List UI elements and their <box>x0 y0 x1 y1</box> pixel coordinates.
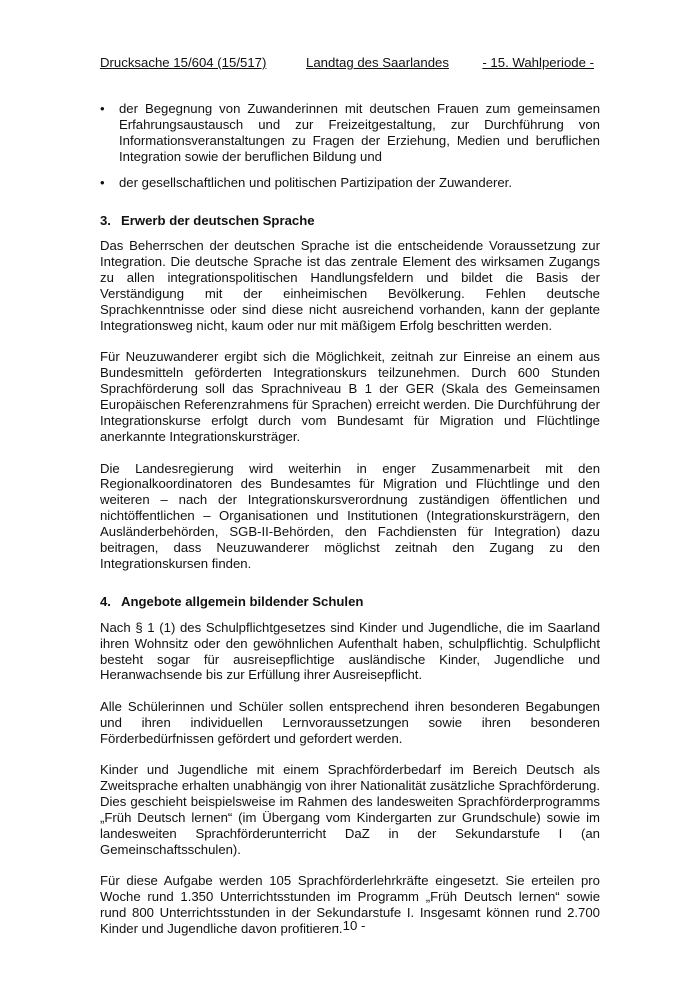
section-heading-3 <box>100 213 600 229</box>
section-title: Angebote allgemein bildender Schulen <box>121 593 364 609</box>
list-item-text: der Begegnung von Zuwanderinnen mit deutschen Frauen zum gemeinsamen Erfahrungsaustausch und zur Freizeitgestaltung, zur Durchführung von Informationsveranstaltungen zu Fragen der Erziehung, Medien und beruflichen Integration sowie der beruflichen Bildung und <box>119 101 600 164</box>
paragraph: Die Landesregierung wird weiterhin in enger Zusammenarbeit mit den Regionalkoordinatoren des Bundesamtes für Migration und Flüchtlinge und den weiteren – nach der Integrationskursverordnung zuständigen öffentlichen und nichtöffentlichen – Organisationen und Institutionen (Integrationskursträgern, den Ausländerbehörden, SGB-II-Behörden, den Fachdiensten für Integration) dazu beitragen, dass Neuzuwanderer möglichst zeitnah den Zugang zu den Integrationskursen finden. <box>100 460 600 571</box>
header-parliament: Landtag des Saarlandes <box>306 55 449 70</box>
header-period: - 15. Wahlperiode - <box>482 55 594 70</box>
paragraph: Nach § 1 (1) des Schulpflichtgesetzes sind Kinder und Jugendliche, die im Saarland ihren Wohnsitz oder den gewöhnlichen Aufenthalt haben, schulpflichtig. Schulpflicht besteht sogar für ausreisepflichtige ausländische Kinder, Jugendliche und Heranwachsende bis zur Erfüllung ihrer Ausreisepflicht. <box>100 619 600 683</box>
bullet-list <box>100 101 600 191</box>
page-header <box>100 54 594 72</box>
section-number: 4. <box>100 593 111 609</box>
header-document-number: Drucksache 15/604 (15/517) <box>100 55 267 70</box>
bullet-icon: • <box>100 101 105 116</box>
page-number: - 10 - <box>334 918 366 933</box>
paragraph: Kinder und Jugendliche mit einem Sprachförderbedarf im Bereich Deutsch als Zweitsprache erhalten unabhängig von ihrer Nationalität zusätzliche Sprachförderung. Dies geschieht beispielsweise im Rahmen des landesweiten Sprachförderprogramms „Früh Deutsch lernen“ (im Übergang vom Kindergarten zur Grundschule) sowie im landesweiten Sprachförderunterricht DaZ in der Sekundarstufe I (an Gemeinschaftsschulen). <box>100 762 600 857</box>
paragraph: Alle Schülerinnen und Schüler sollen entsprechend ihren besonderen Begabungen und ihren individuellen Lernvoraussetzungen sowie ihren besonderen Förderbedürfnissen gefördert und gefordert werden. <box>100 698 600 746</box>
section-title: Erwerb der deutschen Sprache <box>121 212 315 228</box>
section-number: 3. <box>100 212 111 228</box>
list-item <box>100 175 600 191</box>
page-body <box>100 101 600 953</box>
paragraph: Das Beherrschen der deutschen Sprache ist die entscheidende Voraussetzung zur Integration. Die deutsche Sprache ist das zentrale Element des wirksamen Zugangs zu allen integrationspolitischen Handlungsfeldern und bildet die Basis der Verständigung mit der einheimischen Bevölkerung. Fehlen deutsche Sprachkenntnisse oder sind diese nicht ausreichend vorhanden, kann der geplante Integrationsweg nicht, kaum oder nur mit mäßigem Erfolg beschritten werden. <box>100 238 600 333</box>
section-heading-4 <box>100 594 600 610</box>
paragraph: Für diese Aufgabe werden 105 Sprachförderlehrkräfte eingesetzt. Sie erteilen pro Woche rund 1.350 Unterrichtsstunden im Programm „Früh Deutsch lernen“ sowie rund 800 Unterrichtsstunden in der Sekundarstufe I. Insgesamt können rund 2.700 Kinder und Jugendliche davon profitieren. <box>100 873 600 937</box>
list-item-text: der gesellschaftlichen und politischen Partizipation der Zuwanderer. <box>119 174 512 190</box>
paragraph: Für Neuzuwanderer ergibt sich die Möglichkeit, zeitnah zur Einreise an einem aus Bundesmitteln geförderten Integrationskurs teilzunehmen. Durch 600 Stunden Sprachförderung soll das Sprachniveau B 1 der GER (Skala des Gemeinsamen Europäischen Referenzrahmens für Sprachen) erreicht werden. Die Durchführung der Integrationskurse erfolgt durch vom Bundesamt für Migration und Flüchtlinge anerkannte Integrationskursträger. <box>100 349 600 444</box>
bullet-icon: • <box>100 174 105 190</box>
list-item <box>100 101 600 165</box>
